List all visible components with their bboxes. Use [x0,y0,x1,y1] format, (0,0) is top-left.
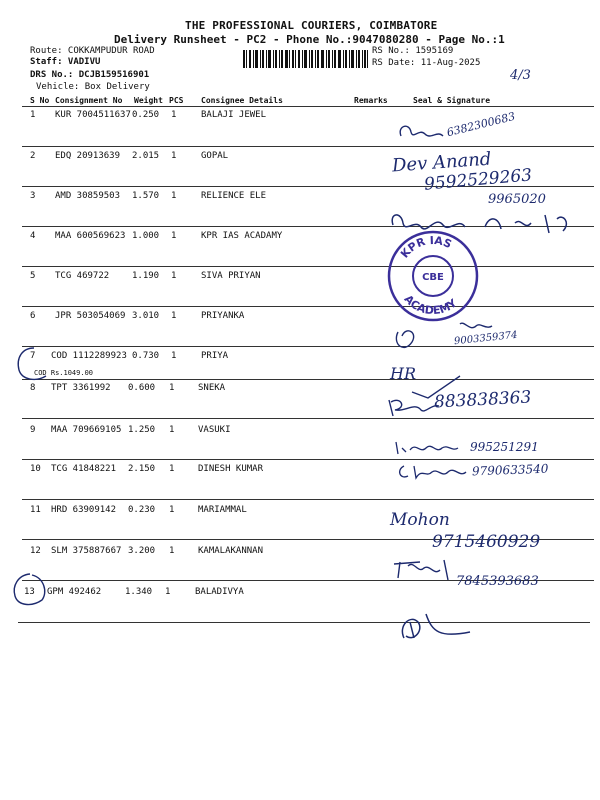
row-weight: 3.010 [132,311,160,321]
row-weight: 1.340 [125,587,153,597]
row-pcs: 1 [171,231,177,241]
stamp-top-text: KPR IAS [398,233,454,261]
row-consignment: KUR 7004511637 [55,110,131,120]
row-consignment: TCG 469722 [55,271,110,281]
row-consignment: SLM 375887667 [51,546,122,556]
company-title: THE PROFESSIONAL COURIERS, COIMBATORE [185,19,438,32]
row-consignee: KAMALAKANNAN [198,546,264,556]
signature-row-8-phone: 883838363 [433,387,532,413]
row-weight: 2.015 [132,151,160,161]
row-rule [22,146,594,147]
signature-row-2-phone: 9592529263 [423,165,533,195]
row-consignment: GPM 492462 [47,587,102,597]
row-rule [18,622,590,623]
col-consignment: Consignment No [55,96,123,105]
barcode [243,50,368,68]
row-rule [22,266,594,267]
row-weight: 2.150 [128,464,156,474]
signature-row-10-phone: 9790633540 [471,461,549,479]
route: Route: COKKAMPUDUR ROAD [30,46,155,56]
row-weight: 0.230 [128,505,156,515]
col-consignee: Consignee Details [201,96,283,105]
row-7-circle-mark [14,344,54,384]
row-pcs: 1 [169,464,175,474]
col-remarks: Remarks [354,96,388,105]
row-sno: 11 [30,505,41,515]
row-pcs: 1 [171,191,177,201]
stamp-center-text: CBE [422,272,444,283]
signature-row-8-initials: HR [390,364,416,383]
row-sno: 4 [30,231,36,241]
row-pcs: 1 [169,505,175,515]
row-consignee: PRIYA [201,351,229,361]
row-sno: 13 [24,587,35,597]
col-sno: S No [30,96,50,105]
row-consignee: BALADIVYA [195,587,244,597]
signature-row-10 [396,460,476,484]
signature-row-9 [392,438,462,458]
col-weight: Weight [134,96,163,105]
row-pcs: 1 [171,151,177,161]
row-sno: 9 [30,425,36,435]
row-consignee: PRIYANKA [201,311,245,321]
row-weight: 3.200 [128,546,156,556]
header-rule [22,106,594,107]
row-rule [22,306,594,307]
row-consignment: MAA 709669105 [51,425,122,435]
row-consignment: AMD 30859503 [55,191,121,201]
signature-row-1 [395,118,455,148]
row-consignee: BALAJI JEWEL [201,110,267,120]
row-sno: 8 [30,383,36,393]
col-pcs: PCS [169,96,184,105]
rs-date: RS Date: 11-Aug-2025 [372,58,481,68]
drs-number: DRS No.: DCJB159516901 [30,70,150,80]
row-weight: 1.190 [132,271,160,281]
row-sno: 2 [30,151,36,161]
row-pcs: 1 [165,587,171,597]
runsheet-subtitle: Delivery Runsheet - PC2 - Phone No.:9047080280 - Page No.:1 [114,33,505,46]
row-rule [22,459,594,460]
signature-row-3-phone: 9965020 [488,192,546,207]
row-13-circle-mark [12,572,48,608]
row-weight: 0.250 [132,110,160,120]
barcode-graphic [243,50,368,68]
row-consignee: SIVA PRIYAN [201,271,261,281]
row-pcs: 1 [171,351,177,361]
cod-amount: COD Rs.1049.00 [34,369,94,377]
rs-number: RS No.: 1595169 [372,46,454,56]
row-sno: 5 [30,271,36,281]
signature-row-13 [396,608,476,648]
row-consignment: MAA 600569623 [55,231,126,241]
row-pcs: 1 [169,546,175,556]
row-consignment: COD 1112289923 [51,351,127,361]
row-consignment: JPR 503054069 [55,311,126,321]
row-weight: 1.250 [128,425,156,435]
row-consignee: VASUKI [198,425,231,435]
row-pcs: 1 [171,271,177,281]
signature-row-6-phone: 9003359374 [453,329,519,348]
signature-row-11-phone: 9715460929 [432,532,541,552]
signature-row-12 [390,556,460,586]
row-sno: 6 [30,311,36,321]
vehicle: Vehicle: Box Delivery [36,82,150,92]
company-seal-stamp [385,228,481,324]
row-consignment: HRD 63909142 [51,505,117,515]
row-pcs: 1 [171,311,177,321]
row-sno: 1 [30,110,36,120]
row-consignee: KPR IAS ACADAMY [201,231,283,241]
row-consignee: MARIAMMAL [198,505,247,515]
row-rule [22,418,594,419]
stamp-bottom-text: ACADEMY [401,292,460,318]
signature-row-1-phone: 6382300683 [445,109,517,140]
row-consignee: DINESH KUMAR [198,464,264,474]
staff: Staff: VADIVU [30,57,101,67]
row-consignment: TPT 3361992 [51,383,111,393]
col-seal-signature: Seal & Signature [413,96,491,105]
row-sno: 10 [30,464,41,474]
signature-row-9-phone: 995251291 [470,440,539,454]
row-pcs: 1 [169,383,175,393]
row-rule [22,379,594,380]
row-sno: 3 [30,191,36,201]
row-consignee: SNEKA [198,383,226,393]
signature-row-2-name: Dev Anand [391,148,493,177]
row-consignee: RELIENCE ELE [201,191,267,201]
row-weight: 1.570 [132,191,160,201]
row-weight: 0.600 [128,383,156,393]
row-weight: 0.730 [132,351,160,361]
row-sno: 12 [30,546,41,556]
row-consignment: EDQ 20913639 [55,151,121,161]
row-consignment: TCG 41848221 [51,464,117,474]
signature-row-12-phone: 7845393683 [456,574,539,589]
row-rule [22,499,594,500]
row-pcs: 1 [171,110,177,120]
row-weight: 1.000 [132,231,160,241]
row-pcs: 1 [169,425,175,435]
row-sno: 7 [30,351,36,361]
page-mark: 4/3 [510,68,531,83]
row-consignee: GOPAL [201,151,229,161]
signature-row-11-name: Mohon [390,510,450,530]
